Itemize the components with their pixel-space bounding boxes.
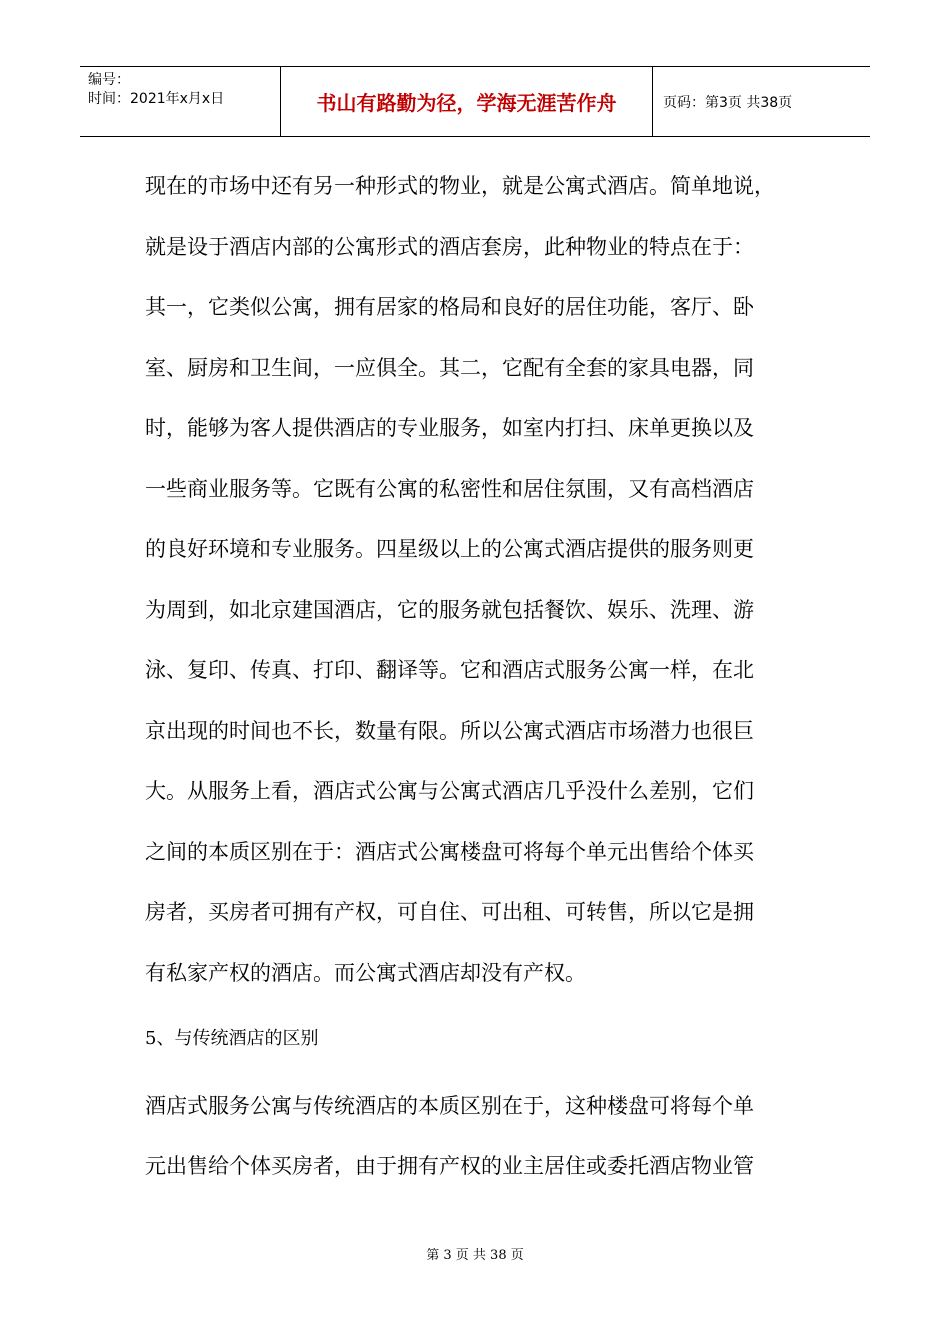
text-line: 有私家产权的酒店。而公寓式酒店却没有产权。 [145, 960, 586, 985]
text-line: 时，能够为客人提供酒店的专业服务，如室内打扫、床单更换以及 [145, 416, 754, 440]
page-footer: 第 3 页 共 38 页 [426, 1248, 524, 1263]
paragraph-traditional-hotel [145, 1076, 797, 1197]
text-line: 元出售给个体买房者，由于拥有产权的业主居住或委托酒店物业管 [145, 1154, 754, 1178]
header-meta [80, 67, 281, 136]
header-motto: 书山有路勤为径，学海无涯苦作舟 [281, 67, 653, 136]
text-line: 房者，买房者可拥有产权，可自住、可出租、可转售，所以它是拥 [145, 900, 754, 924]
paragraph-apartment-hotel [145, 156, 797, 1003]
text-line: 一些商业服务等。它既有公寓的私密性和居住氛围，又有高档酒店 [145, 476, 754, 501]
date-label: 时间：2021年x月x日 [88, 91, 225, 107]
text-line: 现在的市场中还有另一种形式的物业，就是公寓式酒店。简单地说， [145, 174, 775, 198]
text-line: 为周到，如北京建国酒店，它的服务就包括餐饮、娱乐、洗理、游 [145, 597, 754, 622]
text-line: 的良好环境和专业服务。四星级以上的公寓式酒店提供的服务则更 [145, 537, 754, 561]
text-line: 京出现的时间也不长，数量有限。所以公寓式酒店市场潜力也很巨 [145, 718, 754, 743]
number-label: 编号： [88, 72, 130, 88]
text-line: 室、厨房和卫生间，一应俱全。其二，它配有全套的家具电器，同 [145, 355, 754, 380]
text-line: 就是设于酒店内部的公寓形式的酒店套房，此种物业的特点在于： [145, 234, 754, 259]
text-line: 酒店式服务公寓与传统酒店的本质区别在于，这种楼盘可将每个单 [145, 1093, 754, 1118]
text-line: 其一，它类似公寓，拥有居家的格局和良好的居住功能，客厅、卧 [145, 295, 754, 319]
text-line: 大。从服务上看，酒店式公寓与公寓式酒店几乎没什么差别，它们 [145, 779, 754, 803]
document-body [145, 156, 797, 1197]
section-heading: 5、与传统酒店的区别 [145, 1028, 319, 1049]
text-line: 之间的本质区别在于：酒店式公寓楼盘可将每个单元出售给个体买 [145, 839, 754, 864]
header-page-info: 页码：第3页 共38页 [663, 94, 793, 111]
text-line: 泳、复印、传真、打印、翻译等。它和酒店式服务公寓一样，在北 [145, 658, 754, 682]
page-header [80, 66, 870, 137]
